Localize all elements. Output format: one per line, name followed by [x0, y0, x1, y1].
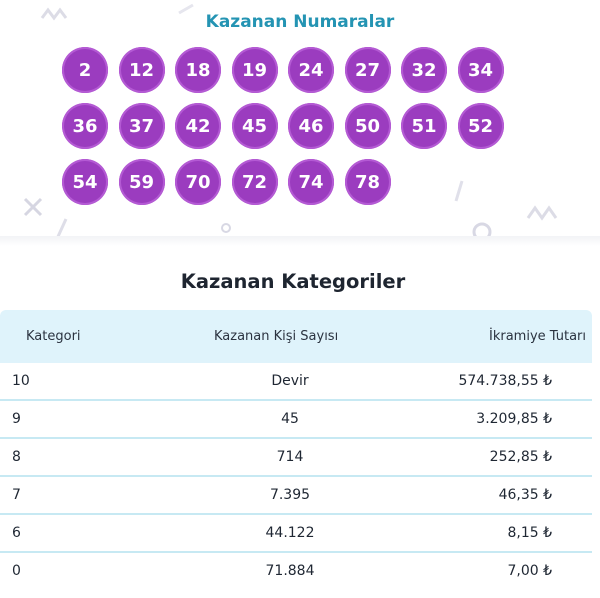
cross-icon [22, 196, 44, 218]
cell-category: 7 [12, 487, 21, 503]
header-prize: İkramiye Tutarı [489, 329, 586, 344]
number-ball: 51 [401, 103, 447, 149]
number-ball: 32 [401, 47, 447, 93]
table-row [0, 401, 592, 439]
number-ball: 24 [288, 47, 334, 93]
number-ball: 37 [119, 103, 165, 149]
number-ball: 72 [232, 159, 278, 205]
cell-category: 10 [12, 373, 30, 389]
zigzag-icon [526, 202, 562, 222]
number-ball: 19 [232, 47, 278, 93]
cell-category: 9 [12, 411, 21, 427]
cell-prize: 8,15 ₺ [507, 525, 552, 541]
cell-category: 8 [12, 449, 21, 465]
number-ball: 70 [175, 159, 221, 205]
cell-winners: 45 [281, 411, 299, 427]
section-divider [0, 236, 600, 246]
categories-table [0, 310, 592, 589]
number-ball: 52 [458, 103, 504, 149]
winning-numbers-panel [0, 0, 600, 236]
number-ball: 50 [345, 103, 391, 149]
winning-numbers-title: Kazanan Numaralar [205, 12, 395, 32]
ring-icon [470, 220, 494, 236]
table-row [0, 515, 592, 553]
cell-prize: 46,35 ₺ [498, 487, 552, 503]
table-row [0, 553, 592, 589]
cell-winners: 44.122 [265, 525, 315, 541]
number-balls-grid [62, 47, 532, 205]
cell-winners: Devir [271, 373, 309, 389]
header-winners: Kazanan Kişi Sayısı [214, 329, 339, 344]
table-row [0, 477, 592, 515]
header-category: Kategori [26, 329, 81, 344]
dash-icon [52, 216, 70, 236]
number-ball: 34 [458, 47, 504, 93]
cell-prize: 7,00 ₺ [507, 563, 552, 579]
cell-category: 0 [12, 563, 21, 579]
number-ball: 42 [175, 103, 221, 149]
number-ball: 59 [119, 159, 165, 205]
table-body [0, 363, 592, 589]
cell-winners: 714 [276, 449, 304, 465]
ring-icon [220, 222, 232, 234]
number-ball: 74 [288, 159, 334, 205]
number-ball: 12 [119, 47, 165, 93]
number-ball: 46 [288, 103, 334, 149]
number-ball: 2 [62, 47, 108, 93]
number-ball: 18 [175, 47, 221, 93]
table-row [0, 439, 592, 477]
cell-prize: 3.209,85 ₺ [476, 411, 552, 427]
number-ball: 36 [62, 103, 108, 149]
winning-categories-title: Kazanan Kategoriler [180, 270, 406, 293]
number-ball: 54 [62, 159, 108, 205]
cell-prize: 574.738,55 ₺ [458, 373, 552, 389]
cell-winners: 71.884 [265, 563, 315, 579]
cell-winners: 7.395 [269, 487, 311, 503]
table-header [0, 310, 592, 363]
number-ball: 78 [345, 159, 391, 205]
cell-prize: 252,85 ₺ [489, 449, 552, 465]
table-row [0, 363, 592, 401]
cell-category: 6 [12, 525, 21, 541]
number-ball: 27 [345, 47, 391, 93]
number-ball: 45 [232, 103, 278, 149]
